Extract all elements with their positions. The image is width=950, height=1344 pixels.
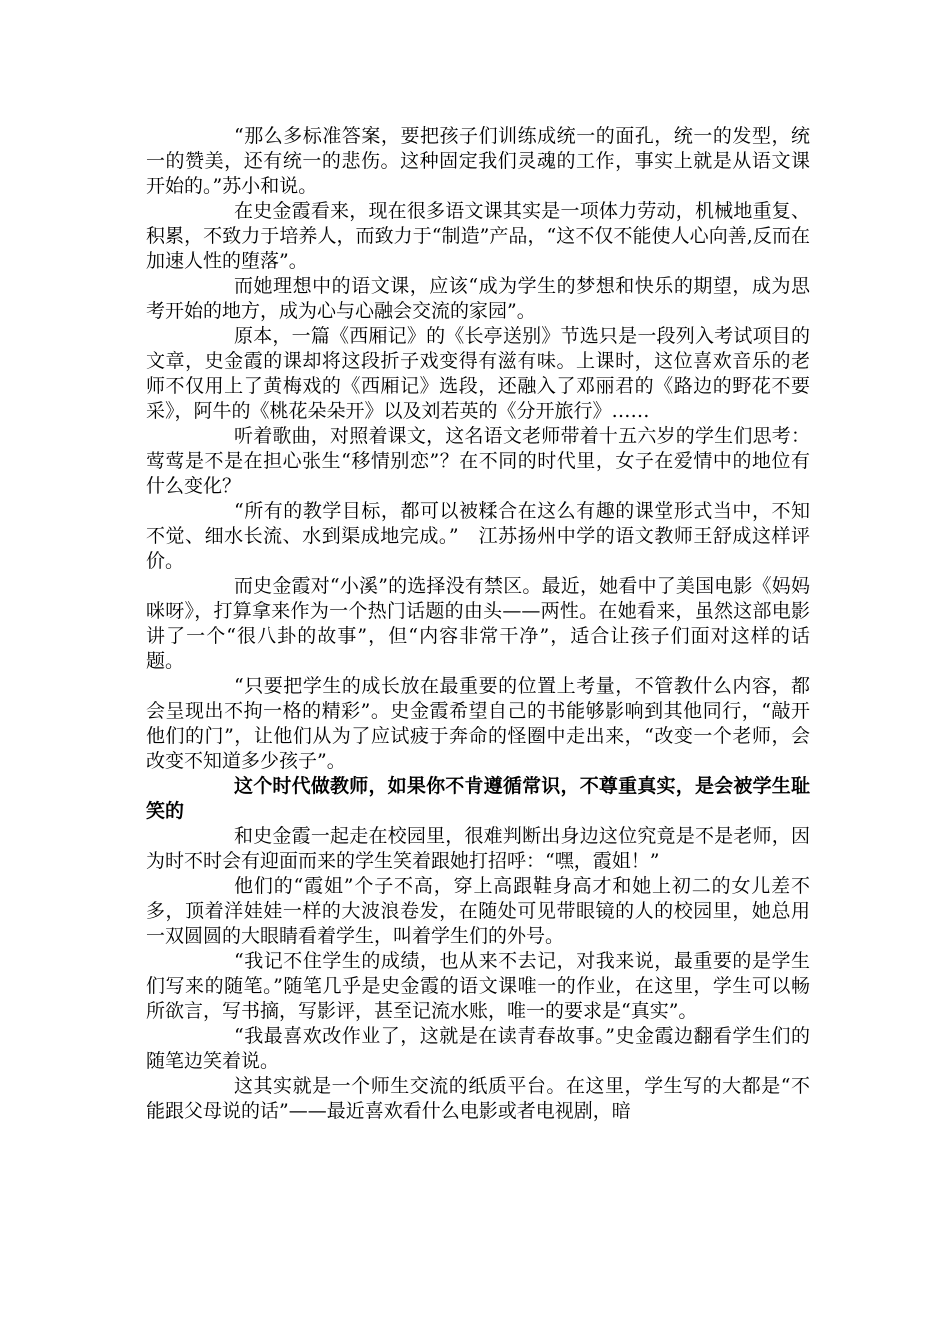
paragraph-6: “所有的教学目标，都可以被糅合在这么有趣的课堂形式当中，不知不觉、细水长流、水到渠成地完成。” 江苏扬州中学的语文教师王舒成这样评价。 [146,500,810,572]
paragraph-1: “那么多标准答案，要把孩子们训练成统一的面孔，统一的发型，统一的赞美，还有统一的悲伤。这种固定我们灵魂的工作，事实上就是从语文课开始的。”苏小和说。 [146,125,810,197]
document-page [146,124,810,1124]
section-heading: 这个时代做教师，如果你不肯遵循常识，不尊重真实，是会被学生耻笑的 [146,775,810,822]
paragraph-5: 听着歌曲，对照着课文，这名语文老师带着十五六岁的学生们思考：莺莺是不是在担心张生“移情别恋”？在不同的时代里，女子在爱情中的地位有什么变化？ [146,425,810,497]
paragraph-2: 在史金霞看来，现在很多语文课其实是一项体力劳动，机械地重复、积累，不致力于培养人，而致力于“制造”产品，“这不仅不能使人心向善,反而在加速人性的堕落”。 [146,200,810,272]
paragraph-11: “我记不住学生的成绩，也从来不去记，对我来说，最重要的是学生们写来的随笔。”随笔几乎是史金霞的语文课唯一的作业，在这里，学生可以畅所欲言，写书摘，写影评，甚至记流水账，唯一的要求是“真实”。 [146,950,810,1022]
paragraph-8: “只要把学生的成长放在最重要的位置上考量，不管教什么内容，都会呈现出不拘一格的精彩”。史金霞希望自己的书能够影响到其他同行，“敲开他们的门”，让他们从为了应试疲于奔命的怪圈中走出来，“改变一个老师，会改变不知道多少孩子”。 [146,675,810,772]
paragraph-10: 他们的“霞姐”个子不高，穿上高跟鞋身高才和她上初二的女儿差不多，顶着洋娃娃一样的大波浪卷发，在随处可见带眼镜的人的校园里，她总用一双圆圆的大眼睛看着学生，叫着学生们的外号。 [146,875,810,947]
paragraph-7: 而史金霞对“小溪”的选择没有禁区。最近，她看中了美国电影《妈妈咪呀》，打算拿来作为一个热门话题的由头——两性。在她看来，虽然这部电影讲了一个“很八卦的故事”，但“内容非常干净”，适合让孩子们面对这样的话题。 [146,575,810,672]
paragraph-12: “我最喜欢改作业了，这就是在读青春故事。”史金霞边翻看学生们的随笔边笑着说。 [146,1025,810,1072]
paragraph-13: 这其实就是一个师生交流的纸质平台。在这里，学生写的大都是“不能跟父母说的话”——最近喜欢看什么电影或者电视剧，暗 [146,1075,810,1122]
paragraph-9: 和史金霞一起走在校园里，很难判断出身边这位究竟是不是老师，因为时不时会有迎面而来的学生笑着跟她打招呼：“嘿，霞姐！” [146,825,810,872]
paragraph-4: 原本，一篇《西厢记》的《长亭送别》节选只是一段列入考试项目的文章，史金霞的课却将这段折子戏变得有滋有味。上课时，这位喜欢音乐的老师不仅用上了黄梅戏的《西厢记》选段，还融入了邓丽君的《路边的野花不要采》，阿牛的《桃花朵朵开》以及刘若英的《分开旅行》…… [146,325,810,422]
paragraph-3: 而她理想中的语文课，应该“成为学生的梦想和快乐的期望，成为思考开始的地方，成为心与心融会交流的家园”。 [146,275,810,322]
